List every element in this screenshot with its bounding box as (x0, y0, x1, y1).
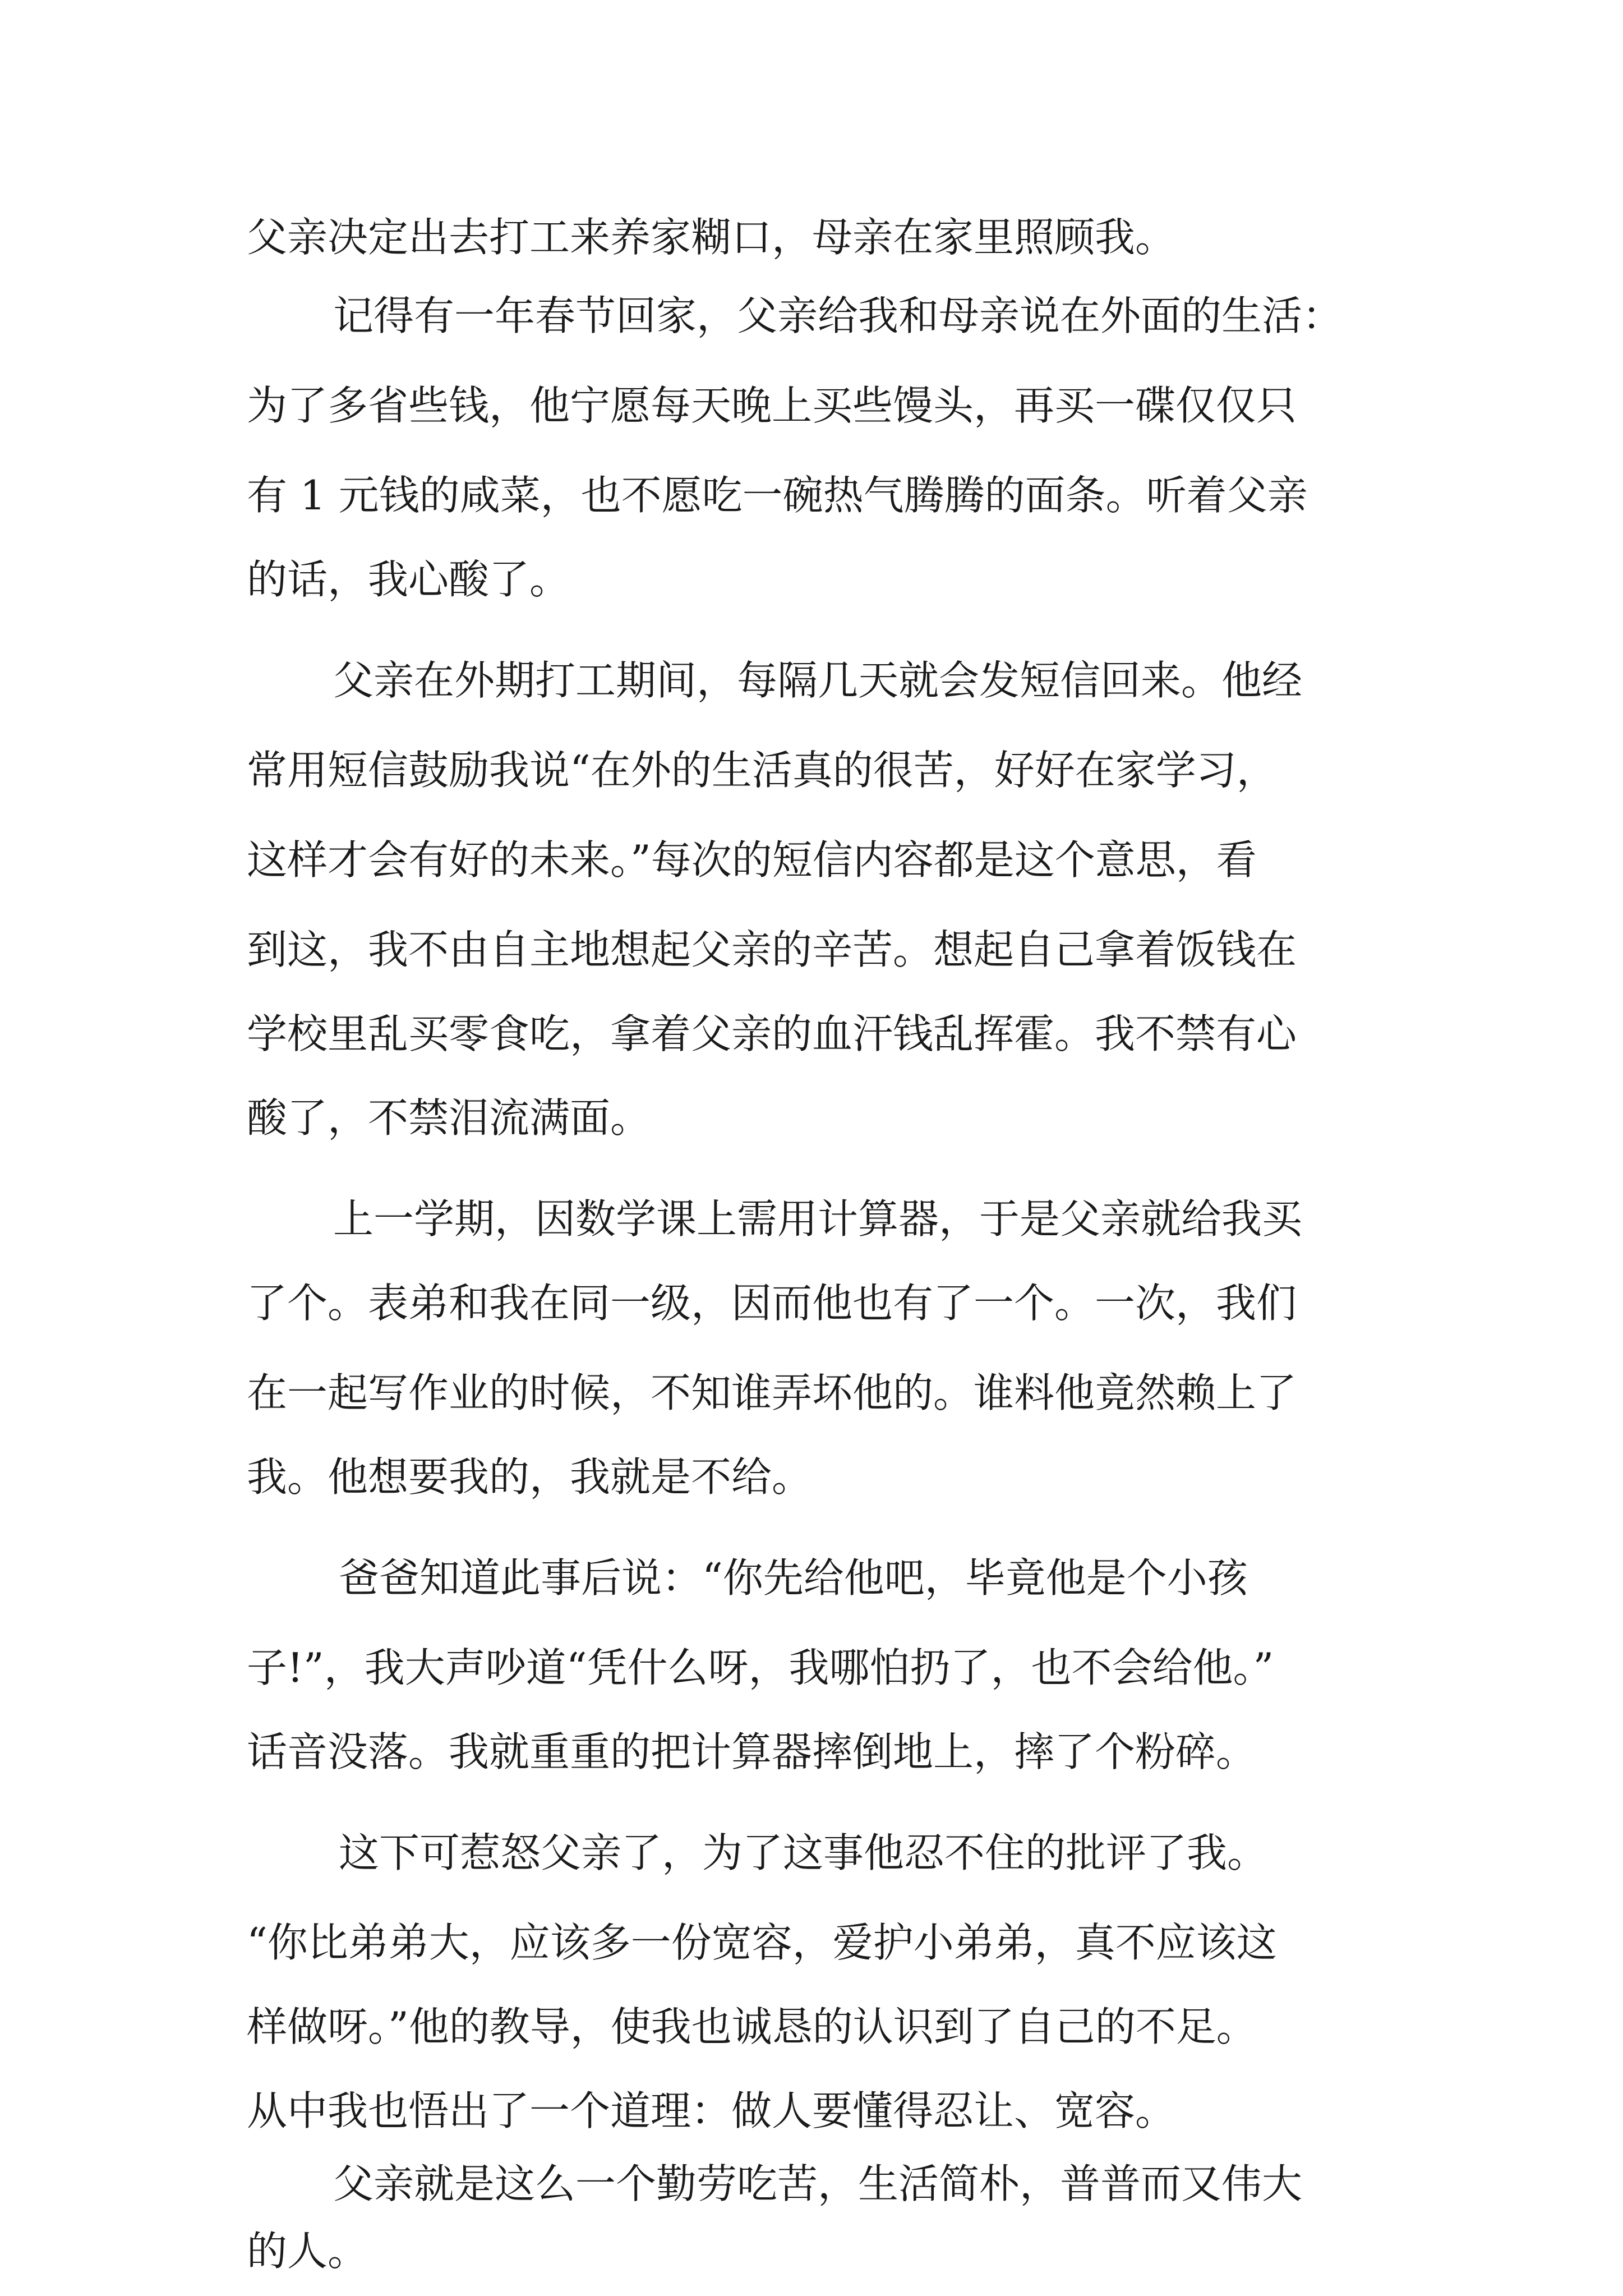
text-line: 常用短信鼓励我说“在外的生活真的很苦，好好在家学习， (247, 747, 1277, 794)
text-line: 的人。 (247, 2228, 368, 2275)
text-line: 从中我也悟出了一个道理：做人要懂得忍让、宽容。 (247, 2087, 1176, 2134)
text-line: 记得有一年春节回家，父亲给我和母亲说在外面的生活： (333, 292, 1343, 339)
text-line: 到这，我不由自主地想起父亲的辛苦。想起自己拿着饭钱在 (247, 926, 1297, 973)
text-line: 爸爸知道此事后说：“你先给他吧，毕竟他是个小孩 (339, 1554, 1248, 1602)
text-line: 上一学期，因数学课上需用计算器，于是父亲就给我买 (333, 1195, 1303, 1243)
text-line: 我。他想要我的，我就是不给。 (247, 1453, 813, 1501)
text-line: 的话，我心酸了。 (247, 556, 570, 603)
text-line: 父亲决定出去打工来养家糊口，母亲在家里照顾我。 (247, 214, 1176, 261)
text-line: 学校里乱买零食吃，拿着父亲的血汗钱乱挥霍。我不禁有心 (247, 1010, 1297, 1057)
text-line: 话音没落。我就重重的把计算器摔倒地上，摔了个粉碎。 (247, 1728, 1257, 1775)
text-line: 有 1 元钱的咸菜，也不愿吃一碗热气腾腾的面条。听着父亲 (247, 472, 1308, 519)
text-line: 子!”，我大声吵道“凭什么呀，我哪怕扔了，也不会给他。” (247, 1644, 1274, 1691)
text-line: 为了多省些钱，他宁愿每天晚上买些馒头，再买一碟仅仅只 (247, 382, 1297, 429)
text-line: 在一起写作业的时候，不知谁弄坏他的。谁料他竟然赖上了 (247, 1369, 1297, 1416)
text-line: “你比弟弟大，应该多一份宽容，爱护小弟弟，真不应该这 (247, 1919, 1277, 1966)
text-line: 了个。表弟和我在同一级，因而他也有了一个。一次，我们 (247, 1280, 1297, 1327)
text-line: 酸了，不禁泪流满面。 (247, 1094, 651, 1142)
text-line: 样做呀。”他的教导，使我也诚恳的认识到了自己的不足。 (247, 2003, 1257, 2050)
text-line: 父亲在外期打工期间，每隔几天就会发短信回来。他经 (333, 657, 1303, 704)
text-line: 这下可惹怒父亲了，为了这事他忍不住的批评了我。 (339, 1829, 1268, 1876)
text-line: 这样才会有好的未来。”每次的短信内容都是这个意思，看 (247, 836, 1257, 884)
text-line: 父亲就是这么一个勤劳吃苦，生活简朴，普普而又伟大 (333, 2160, 1303, 2207)
